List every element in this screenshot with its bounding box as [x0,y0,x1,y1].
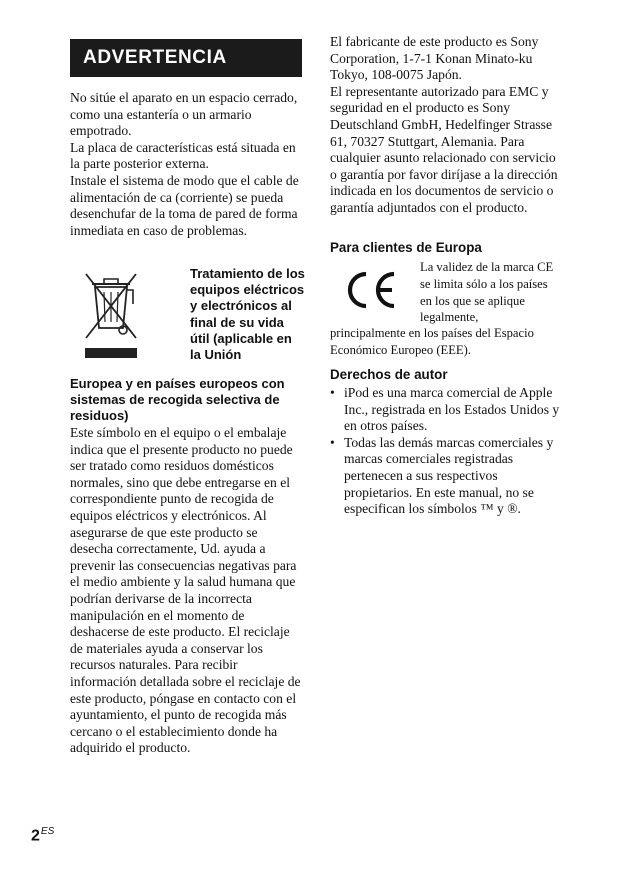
weee-body-paragraph: Este símbolo en el equipo o el embalaje indica que el presente producto no puede ser tratado como residuos domésticos normales, sino que debe entregarse en el correspondiente punto de recogida de equipos eléctricos y electrónicos. Al asegurarse de que este producto se desecha correctamente, Ud. ayuda a prevenir las consecuencias negativas para el medio ambiente y la salud humana que podrían derivarse de la incorrecta manipulación en el momento de deshacerse de este producto. El reciclaje de materiales ayuda a conservar los recursos naturales. Para recibir información detallada sobre el reciclaje de este producto, póngase en contacto con el ayuntamiento, el punto de recogida más cercano o el establecimiento donde ha adquirido el producto. [70,425,301,756]
copyright-item-ipod: iPod es una marca comercial de Apple Inc., registrada en los Estados Unidos y en otros países. [344,385,560,434]
copyright-item-trademarks: Todas las demás marcas comerciales y marcas comerciales registradas pertenecen a sus respectivos propietarios. En este manual, no se especifican los símbolos ™ y ®. [344,434,554,517]
advertencia-heading: ADVERTENCIA [70,39,302,77]
page-number [31,826,54,845]
crossed-out-wheelie-bin-icon [82,268,140,362]
page-lang-suffix: ES [40,826,55,837]
ce-mark-icon [338,268,408,312]
bullet-dot: • [330,385,335,400]
manufacturer-paragraph: El fabricante de este producto es Sony Corporation, 1-7-1 Konan Minato-ku Tokyo, 108-0075 Japón. El representante autorizado para EMC y seguridad en el producto es Sony Deutschland GmbH, Hedelfinger Strasse 61, 70327 Stuttgart, Alemania. Para cualquier asunto relacionado con servicio o garantía por favor diríjase a la dirección indicada en los documentos de servicio o garantía adjuntados con el producto. [330,34,558,215]
weee-title-part1: Tratamiento de los equipos eléctricos y electrónicos al final de su vida útil (aplicable en la Unión [190,266,305,363]
list-item [330,385,562,435]
page-number-value: 2 [31,827,40,845]
weee-title-part2: Europea y en países europeos con sistemas de recogida selectiva de residuos) [70,376,285,424]
copyright-list [330,385,562,518]
ce-text-part1: La validez de la marca CE se limita sólo a los países en los que se aplique legalmente, [420,260,554,325]
europe-heading: Para clientes de Europa [330,240,482,255]
warning-paragraph: No sitúe el aparato en un espacio cerrado, como una estantería o un armario empotrado. La placa de características está situada en la parte posterior externa. Instale el sistema de modo que el cable de alimentación de ca (corriente) se pueda desenchufar de la toma de pared de forma inmediata en caso de problemas. [70,90,299,238]
copyright-heading: Derechos de autor [330,367,448,382]
bullet-dot: • [330,434,335,450]
ce-text-part2: principalmente en los países del Espacio Económico Europeo (EEE). [330,326,534,357]
list-item [330,435,562,518]
